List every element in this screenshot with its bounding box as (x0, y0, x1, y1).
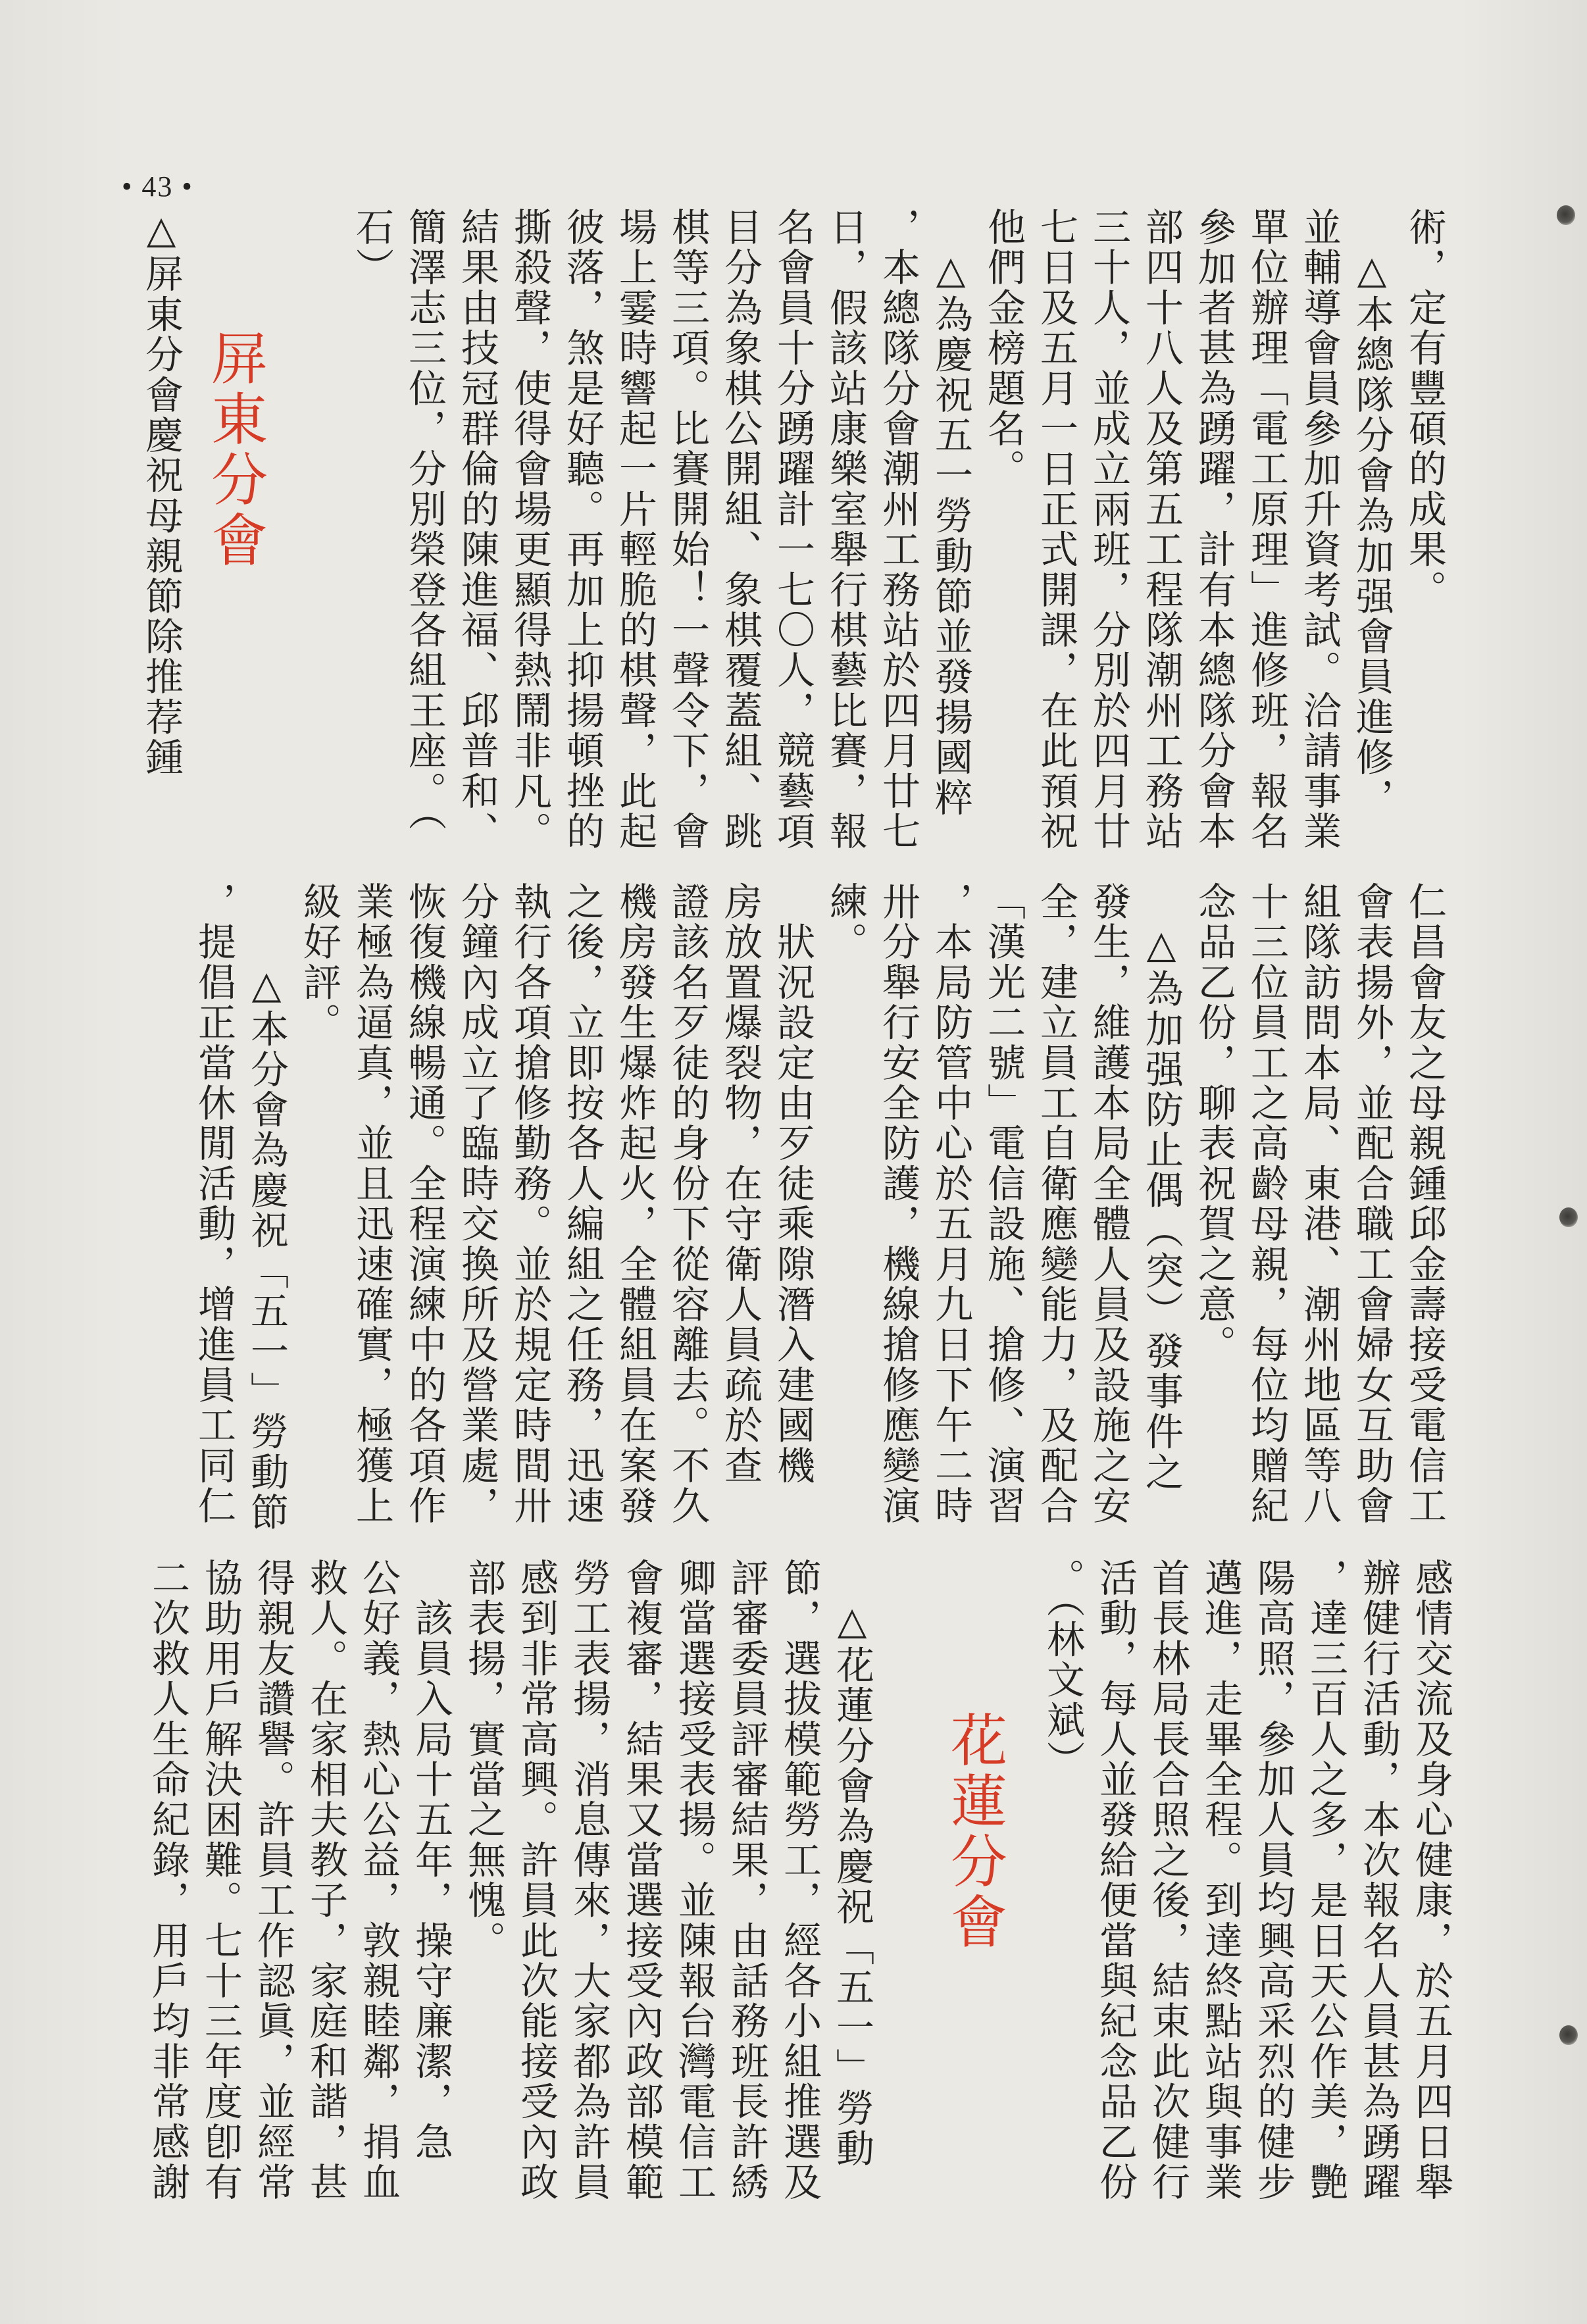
text-column: △屏東分會慶祝母親節除推荐鍾 (139, 207, 184, 778)
text-column: 。（林文斌） (1040, 1558, 1085, 1781)
section-heading-hualien: 花蓮分會 (941, 1711, 1007, 1953)
text-column: 並輔導會員參加升資考試。洽請事業 (1297, 207, 1342, 852)
text-column: 執行各項搶修勤務。並於規定時間卅 (507, 882, 552, 1527)
text-column: 級好評。 (297, 882, 341, 1043)
text-column: 日，假該站康樂室舉行棋藝比賽，報 (823, 207, 868, 852)
text-column: 邁進，走畢全程。到達終點站與事業 (1198, 1558, 1243, 2203)
text-tier-top (139, 207, 1451, 855)
text-column: 會表揚外，並配合職工會婦女互助會 (1349, 882, 1394, 1527)
text-column: 名會員十分踴躍計一七〇人，競藝項 (770, 207, 815, 852)
text-column: 七日及五月一日正式開課，在此預祝 (1034, 207, 1078, 852)
text-column: 卿當選接受表揚。並陳報台灣電信工 (672, 1558, 717, 2203)
text-tier-middle (161, 882, 1451, 1533)
text-column: 單位辦理「電工原理」進修班，報名 (1244, 207, 1289, 852)
text-column: 辦健行活動，本次報名人員甚為踴躍 (1356, 1558, 1401, 2203)
text-column: 「漢光二號」電信設施、搶修、演習 (981, 882, 1026, 1527)
text-column: 證該名歹徒的身份下從容離去。不久 (665, 882, 710, 1527)
text-column: 狀況設定由歹徒乘隙潛入建國機 (770, 882, 815, 1486)
text-column: 場上霎時響起一片輕脆的棋聲，此起 (613, 207, 657, 852)
text-column: 目分為象棋公開組、象棋覆蓋組、跳 (718, 207, 763, 852)
text-column: 陽高照，參加人員均興高采烈的健步 (1251, 1558, 1296, 2203)
text-column: 活動，每人並發給便當與紀念品乙份 (1093, 1558, 1138, 2203)
text-column: 救人。在家相夫教子，家庭和諧，甚 (303, 1558, 348, 2203)
text-column: 評審委員評審結果，由話務班長許綉 (724, 1558, 769, 2203)
text-column: ，提倡正當休閒活動，增進員工同仁 (191, 882, 236, 1527)
text-column: 術，定有豐碩的成果。 (1402, 207, 1447, 610)
text-column: 機房發生爆炸起火，全體組員在案發 (613, 882, 657, 1527)
binding-hole (1557, 205, 1575, 225)
text-column: 他們金榜題名。 (981, 207, 1026, 490)
text-column: 卅分舉行安全防護，機線搶修應變演 (876, 882, 920, 1527)
text-column: 二次救人生命紀錄，用戶均非常感謝 (145, 1558, 190, 2203)
text-column: 感情交流及身心健康，於五月四日舉 (1409, 1558, 1453, 2203)
text-column: 仁昌會友之母親鍾邱金壽接受電信工 (1402, 882, 1447, 1527)
text-column: △花蓮分會為慶祝「五一」勞動 (830, 1558, 874, 2169)
text-column: 部表揚，實當之無愧。 (461, 1558, 506, 1961)
text-column: 得親友讚譽。許員工作認眞，並經常 (251, 1558, 295, 2203)
text-tier-bottom (122, 1558, 1457, 2223)
text-column: 恢復機線暢通。全程演練中的各項作 (402, 882, 447, 1527)
text-column: 部四十八人及第五工程隊潮州工務站 (1139, 207, 1184, 852)
text-column: 念品乙份，聊表祝賀之意。 (1192, 882, 1236, 1365)
text-column: 節，選拔模範勞工，經各小組推選及 (777, 1558, 822, 2203)
text-column: △本分會為慶祝「五一」勞動節 (244, 882, 289, 1533)
text-column (878, 1558, 931, 2223)
text-column: 勞工表揚，消息傳來，大家都為許員 (567, 1558, 611, 2203)
text-column: 首長林局長合照之後，結束此次健行 (1146, 1558, 1190, 2203)
text-column: 該員入局十五年，操守廉潔，急 (409, 1558, 453, 2162)
text-column: △為加强防止偶（突）發事件之 (1139, 882, 1184, 1492)
text-column: 石） (349, 207, 394, 288)
text-column: 發生，維護本局全體人員及設施之安 (1086, 882, 1131, 1527)
page-number: • 43 • (122, 170, 193, 203)
section-heading-pingtung: 屏東分會 (201, 329, 267, 571)
text-column: 棋等三項。比賽開始！一聲令下，會 (665, 207, 710, 852)
text-column: 房放置爆裂物，在守衛人員疏於查 (718, 882, 763, 1486)
text-column: ，本總隊分會潮州工務站於四月廿七 (876, 207, 920, 852)
text-column: 業極為逼真，並且迅速確實，極獲上 (349, 882, 394, 1527)
text-column: 會複審，結果又當選接受內政部模範 (619, 1558, 664, 2203)
text-column: △本總隊分會為加强會員進修， (1349, 207, 1394, 818)
text-column: ，達三百人之多，是日天公作美，艷 (1303, 1558, 1348, 2203)
text-column: 組隊訪問本局、東港、潮州地區等八 (1297, 882, 1342, 1527)
text-column: 三十人，並成立兩班，分別於四月廿 (1086, 207, 1131, 852)
binding-hole (1559, 1207, 1578, 1227)
text-column: 分鐘內成立了臨時交換所及營業處， (455, 882, 499, 1527)
text-column: 公好義，熱心公益，敦親睦鄰，捐血 (356, 1558, 401, 2203)
text-column: 結果由技冠群倫的陳進福、邱普和、 (455, 207, 499, 852)
text-column: ，本局防管中心於五月九日下午二時 (928, 882, 973, 1527)
text-column: 參加者甚為踴躍，計有本總隊分會本 (1192, 207, 1236, 852)
text-column: 練。 (823, 882, 868, 963)
text-column: △為慶祝五一勞動節並發揚國粹 (928, 207, 973, 818)
text-column: 之後，立即按各人編組之任務，迅速 (560, 882, 605, 1527)
text-column: 簡澤志三位，分別榮登各組王座。（ (402, 207, 447, 833)
text-column: 彼落，煞是好聽。再加上抑揚頓挫的 (560, 207, 605, 852)
text-column (293, 207, 345, 855)
text-column: 撕殺聲，使得會場更顯得熱鬧非凡。 (507, 207, 552, 852)
text-column: 協助用戶解決困難。七十三年度卽有 (198, 1558, 243, 2203)
text-column: 全，建立員工自衛應變能力，及配合 (1034, 882, 1078, 1527)
text-column: 十三位員工之高齡母親，每位均贈紀 (1244, 882, 1289, 1527)
text-column: 感到非常高興。許員此次能接受內政 (514, 1558, 559, 2203)
binding-hole (1559, 2025, 1578, 2045)
